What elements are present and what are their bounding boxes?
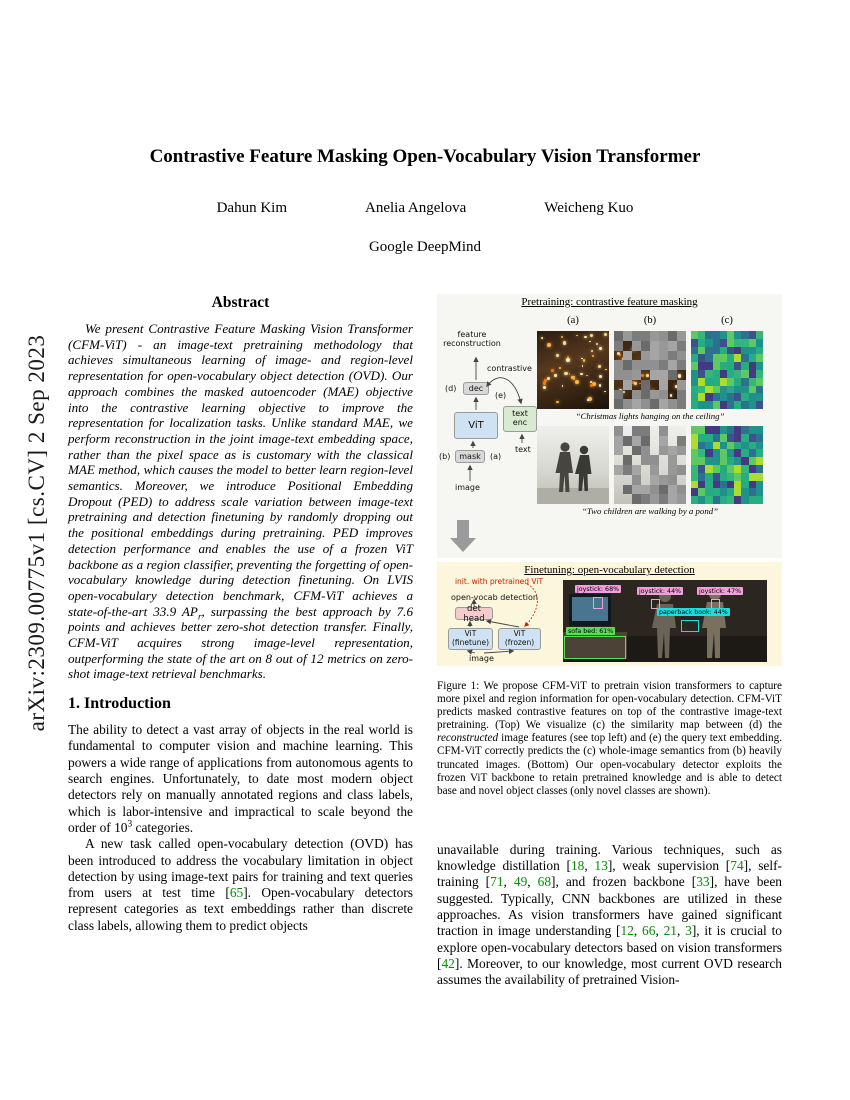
author-name: Anelia Angelova	[365, 200, 467, 216]
text-input-label: text	[515, 445, 531, 454]
detection-box-paperback-book	[681, 620, 699, 632]
children-silhouettes	[537, 426, 609, 504]
detection-label-paperback-book: paperback book: 44%	[659, 608, 728, 616]
decoder-box: dec	[463, 382, 489, 395]
similarity-heatmap-2	[691, 426, 763, 504]
column-label-a: (a)	[567, 315, 579, 326]
figure-1	[437, 294, 782, 666]
citation-link[interactable]: 13	[594, 858, 608, 874]
lights-dots	[537, 331, 609, 409]
citation-link[interactable]: 33	[696, 874, 710, 890]
abstract-text: We present Contrastive Feature Masking Vision Transformer (CFM-ViT) - an image-text pretraining methodology that achieves simultaneous learning of image- and region-level representation for open-vocabulary object detection (OVD). Our approach combines the masked autoencoder (MAE) objective into the contrastive learning objective to improve the representation for localization tasks. Unlike standard MAE, we perform reconstruction in the joint image-text embedding space, rather than the pixel space as is customary with the classical MAE method, which causes the model to better learn region-level semantics. Moreover, we introduce Positional Embedding Dropout (PED) to address scale variation between image-text pretraining and detection finetuning by randomly dropping out the positional embeddings during pretraining. PED improves detection performance and enables the use of a frozen ViT backbone as a region classifier, preventing the forgetting of open-vocabulary knowledge during detection finetuning. On LVIS open-vocabulary detection benchmark, CFM-ViT achieves a state-of-the-art 33.9 $AP_r$, surpassing the best approach by 7.6 points and achieves better zero-shot detection transfer. Finally, CFM-ViT acquires strong image-level representation, outperforming the state of the art on 8 out of 12 metrics on zero-shot image-text retrieval benchmarks.	[68, 321, 414, 682]
mask-patches	[614, 426, 686, 504]
citation-link[interactable]: 71	[490, 874, 504, 890]
b-label: (b)	[439, 452, 451, 461]
row2-caption: “Two children are walking by a pond”	[581, 506, 719, 516]
figure-1-caption: Figure 1: We propose CFM-ViT to pretrain vision transformers to capture more pixel and region information for open-vocabulary detection. CFM-ViT predicts masked contrastive features on top of the contrastive image-text pretraining. (Top) We visualize (c) the similarity map between (d) the reconstructed image features (see top left) and (e) the query text embedding. CFM-ViT correctly predicts the (c) whole-image semantics from (b) heavily truncated images. (Bottom) Our open-vocabulary detector exploits the frozen ViT backbone to retain pretrained knowledge and is able to detect base and novel object classes (only novel classes are shown).	[437, 680, 782, 797]
figure-finetuning-panel	[437, 562, 782, 666]
mask-patches	[614, 331, 686, 409]
intro-paragraph-2: A new task called open-vocabulary detection (OVD) has been introduced to address the vocabulary limitation in object detection by using image-text pairs for training and text queries from users at test time [65]. Open-vocabulary detectors represent categories as text embeddings rather than discrete class labels, allowing them to predict objects	[68, 836, 413, 933]
finetuning-header: Finetuning: open-vocabulary detection	[524, 564, 695, 576]
detection-box-joystick-1	[593, 597, 603, 609]
detection-label-joystick-1: joystick: 68%	[577, 585, 620, 593]
author-name: Weicheng Kuo	[544, 200, 634, 216]
figure-pretraining-panel	[437, 294, 782, 558]
abstract-heading: Abstract	[211, 294, 270, 311]
similarity-heatmap-1	[691, 331, 763, 409]
down-arrow-icon	[457, 520, 469, 538]
citation-link[interactable]: 21	[663, 923, 677, 939]
citation-link[interactable]: 66	[642, 923, 656, 939]
citation-link[interactable]: 12	[620, 923, 634, 939]
intro-paragraph-1: The ability to detect a vast array of objects in the real world is fundamental to computer vision and machine learning. This powers a wide range of applications from autonomous agents to search engines. Unfortunately, to date most modern object detectors rely on manually annotated regions and class labels, which is labor-intensive and impractical to scale beyond the order of $10^3$ categories.	[68, 722, 413, 835]
author-name: Dahun Kim	[216, 200, 287, 216]
photo-christmas-lights-masked	[614, 331, 686, 409]
mask-box: mask	[455, 450, 485, 463]
two-column-body	[68, 294, 782, 989]
section-heading-introduction: 1. Introduction	[68, 695, 171, 713]
row1-caption: “Christmas lights hanging on the ceiling”	[575, 411, 725, 421]
detection-photo	[563, 580, 767, 662]
citation-link[interactable]: 42	[441, 955, 455, 971]
right-column	[437, 294, 782, 989]
d-label: (d)	[445, 384, 457, 393]
arxiv-banner	[24, 335, 50, 732]
contrastive-label: contrastive	[487, 364, 532, 373]
det-head-box: det head	[455, 607, 493, 620]
column-label-b: (b)	[643, 315, 657, 326]
text-encoder-box: text enc	[503, 406, 537, 432]
e-label: (e)	[495, 391, 507, 400]
photo-christmas-lights	[537, 331, 609, 409]
a-label: (a)	[490, 452, 502, 461]
image-input-label: image	[469, 654, 494, 663]
paper-title: Contrastive Feature Masking Open-Vocabulary Vision Transformer	[149, 146, 701, 167]
init-pretrained-label: init. with pretrained ViT	[454, 577, 544, 586]
citation-link[interactable]: 3	[685, 923, 692, 939]
photo-children-pond-masked	[614, 426, 686, 504]
author-list	[0, 200, 850, 217]
citation-link[interactable]: 65	[229, 885, 244, 901]
right-column-paragraph: unavailable during training. Various techniques, such as knowledge distillation [18, 13], weak supervision [74], self-training [71, 49, 68], and frozen backbone [33], have been suggested. Typically, CNN backbones are utilized in these approaches. As vision transformers have gained significant traction in image understanding [12, 66, 21, 3], it is crucial to explore open-vocabulary detectors based on vision transformers [42]. Moreover, to our knowledge, most current OVD research assumes the availability of pretrained Vision-	[437, 841, 782, 988]
vit-finetune-box: ViT (finetune)	[448, 628, 493, 650]
affiliation: Google DeepMind	[368, 239, 482, 255]
citation-link[interactable]: 68	[537, 874, 552, 890]
open-vocab-detection-label: open-vocab detection	[451, 593, 538, 602]
vit-box: ViT	[454, 412, 498, 439]
citation-link[interactable]: 74	[730, 858, 744, 874]
column-label-c: (c)	[721, 315, 733, 326]
citation-link[interactable]: 49	[513, 874, 528, 890]
pretraining-header: Pretraining: contrastive feature masking	[521, 296, 698, 308]
citation-link[interactable]: 18	[570, 858, 585, 874]
detection-box-sofa-bed	[564, 636, 626, 659]
arxiv-banner-text: arXiv:2309.00775v1 [cs.CV] 2 Sep 2023	[24, 334, 49, 732]
left-column	[68, 294, 413, 989]
detection-label-sofa-bed: sofa bed: 61%	[568, 627, 614, 635]
heatmap-cells	[691, 331, 763, 409]
heatmap-cells	[691, 426, 763, 504]
detection-label-joystick-2: joystick: 44%	[639, 587, 682, 595]
photo-children-pond	[537, 426, 609, 504]
detection-label-joystick-3: joystick: 47%	[699, 587, 742, 595]
vit-frozen-box: ViT (frozen)	[498, 628, 541, 650]
feature-reconstruction-label: feature reconstruction	[443, 330, 501, 349]
image-input-label: image	[455, 483, 480, 492]
